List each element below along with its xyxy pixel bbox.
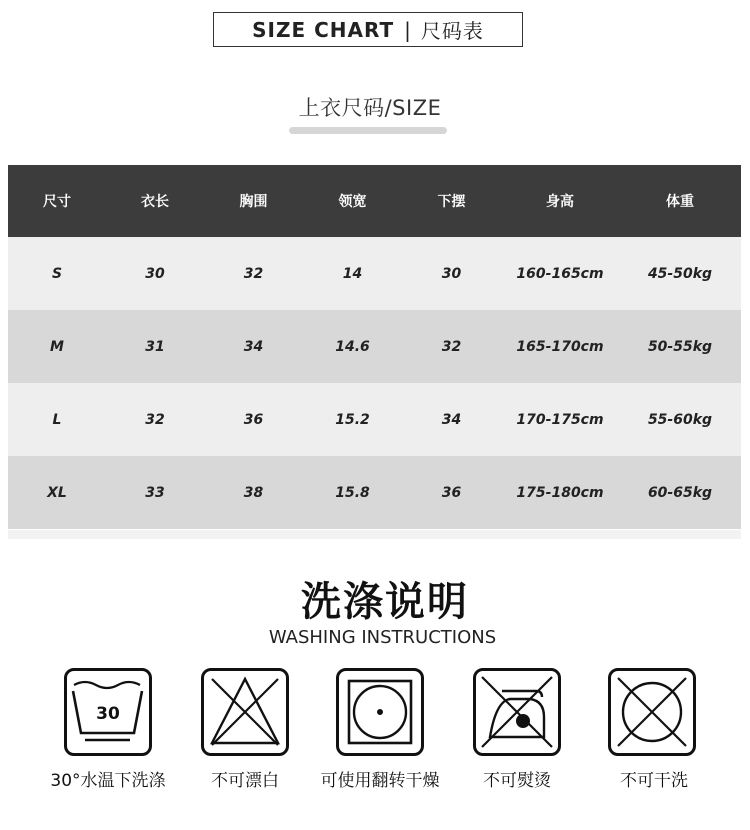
table-cell: 30 — [145, 265, 165, 282]
table-cell: 34 — [243, 338, 264, 355]
table-cell: 14.6 — [335, 338, 370, 355]
table-cell: 14 — [342, 265, 363, 282]
table-cell: 31 — [145, 338, 165, 355]
tumble-dry-label: 可使用翻转干燥 — [320, 771, 440, 791]
table-row — [8, 310, 741, 383]
size-table — [8, 165, 741, 529]
table-cell: 36 — [441, 484, 462, 501]
washing-title: 洗涤说明 — [301, 579, 469, 625]
table-row — [8, 383, 741, 456]
header-title-cn: 尺码表 — [420, 19, 484, 43]
table-cell: 36 — [243, 411, 264, 428]
column-header: 尺寸 — [43, 194, 71, 210]
table-cell: 50-55kg — [647, 338, 713, 355]
column-header: 胸围 — [239, 194, 268, 210]
column-header: 体重 — [666, 194, 694, 210]
table-cell: 55-60kg — [647, 411, 713, 428]
table-cell: 38 — [243, 484, 264, 501]
table-cell: S — [51, 265, 63, 282]
column-header: 下摆 — [437, 194, 466, 210]
no-dry-clean-icon — [608, 668, 696, 756]
table-cell: 165-170cm — [516, 338, 604, 355]
table-cell: 15.2 — [335, 411, 370, 428]
table-cell: 30 — [441, 265, 462, 282]
table-cell: 45-50kg — [647, 265, 713, 282]
table-cell: XL — [47, 484, 67, 501]
header-title-en: SIZE CHART — [252, 17, 395, 42]
column-header: 领宽 — [338, 194, 367, 210]
no-iron-icon — [473, 668, 561, 756]
table-cell: 32 — [145, 411, 165, 428]
table-row — [8, 237, 741, 310]
no-iron-label: 不可熨烫 — [483, 771, 551, 791]
tumble-dry-icon — [336, 668, 424, 756]
table-cell: L — [52, 411, 62, 428]
table-cell: M — [50, 338, 64, 355]
subtitle-underline — [289, 127, 447, 134]
table-bottom-strip — [8, 530, 741, 539]
column-header: 衣长 — [141, 194, 169, 210]
table-cell: 32 — [441, 338, 462, 355]
table-cell: 32 — [243, 265, 264, 282]
table-row — [8, 456, 741, 529]
table-cell: 160-165cm — [516, 265, 604, 282]
table-cell: 34 — [441, 411, 462, 428]
no-bleach-icon — [201, 668, 289, 756]
wash-temperature: 30 — [96, 704, 120, 724]
no-dry-clean-label: 不可干洗 — [620, 771, 688, 791]
column-header: 身高 — [546, 194, 574, 210]
no-bleach-label: 不可漂白 — [211, 771, 279, 791]
wash-30-icon — [64, 668, 152, 756]
wash-30-label: 30°水温下洗涤 — [50, 771, 166, 791]
table-cell: 33 — [145, 484, 165, 501]
table-cell: 15.8 — [335, 484, 370, 501]
top-size-subtitle: 上衣尺码/SIZE — [298, 96, 442, 120]
header-separator: | — [404, 17, 411, 42]
washing-subtitle: WASHING INSTRUCTIONS — [268, 627, 497, 648]
table-header-row — [8, 165, 741, 237]
table-cell: 170-175cm — [516, 411, 604, 428]
table-cell: 60-65kg — [647, 484, 713, 501]
table-cell: 175-180cm — [516, 484, 604, 501]
size-chart-header — [213, 12, 523, 47]
